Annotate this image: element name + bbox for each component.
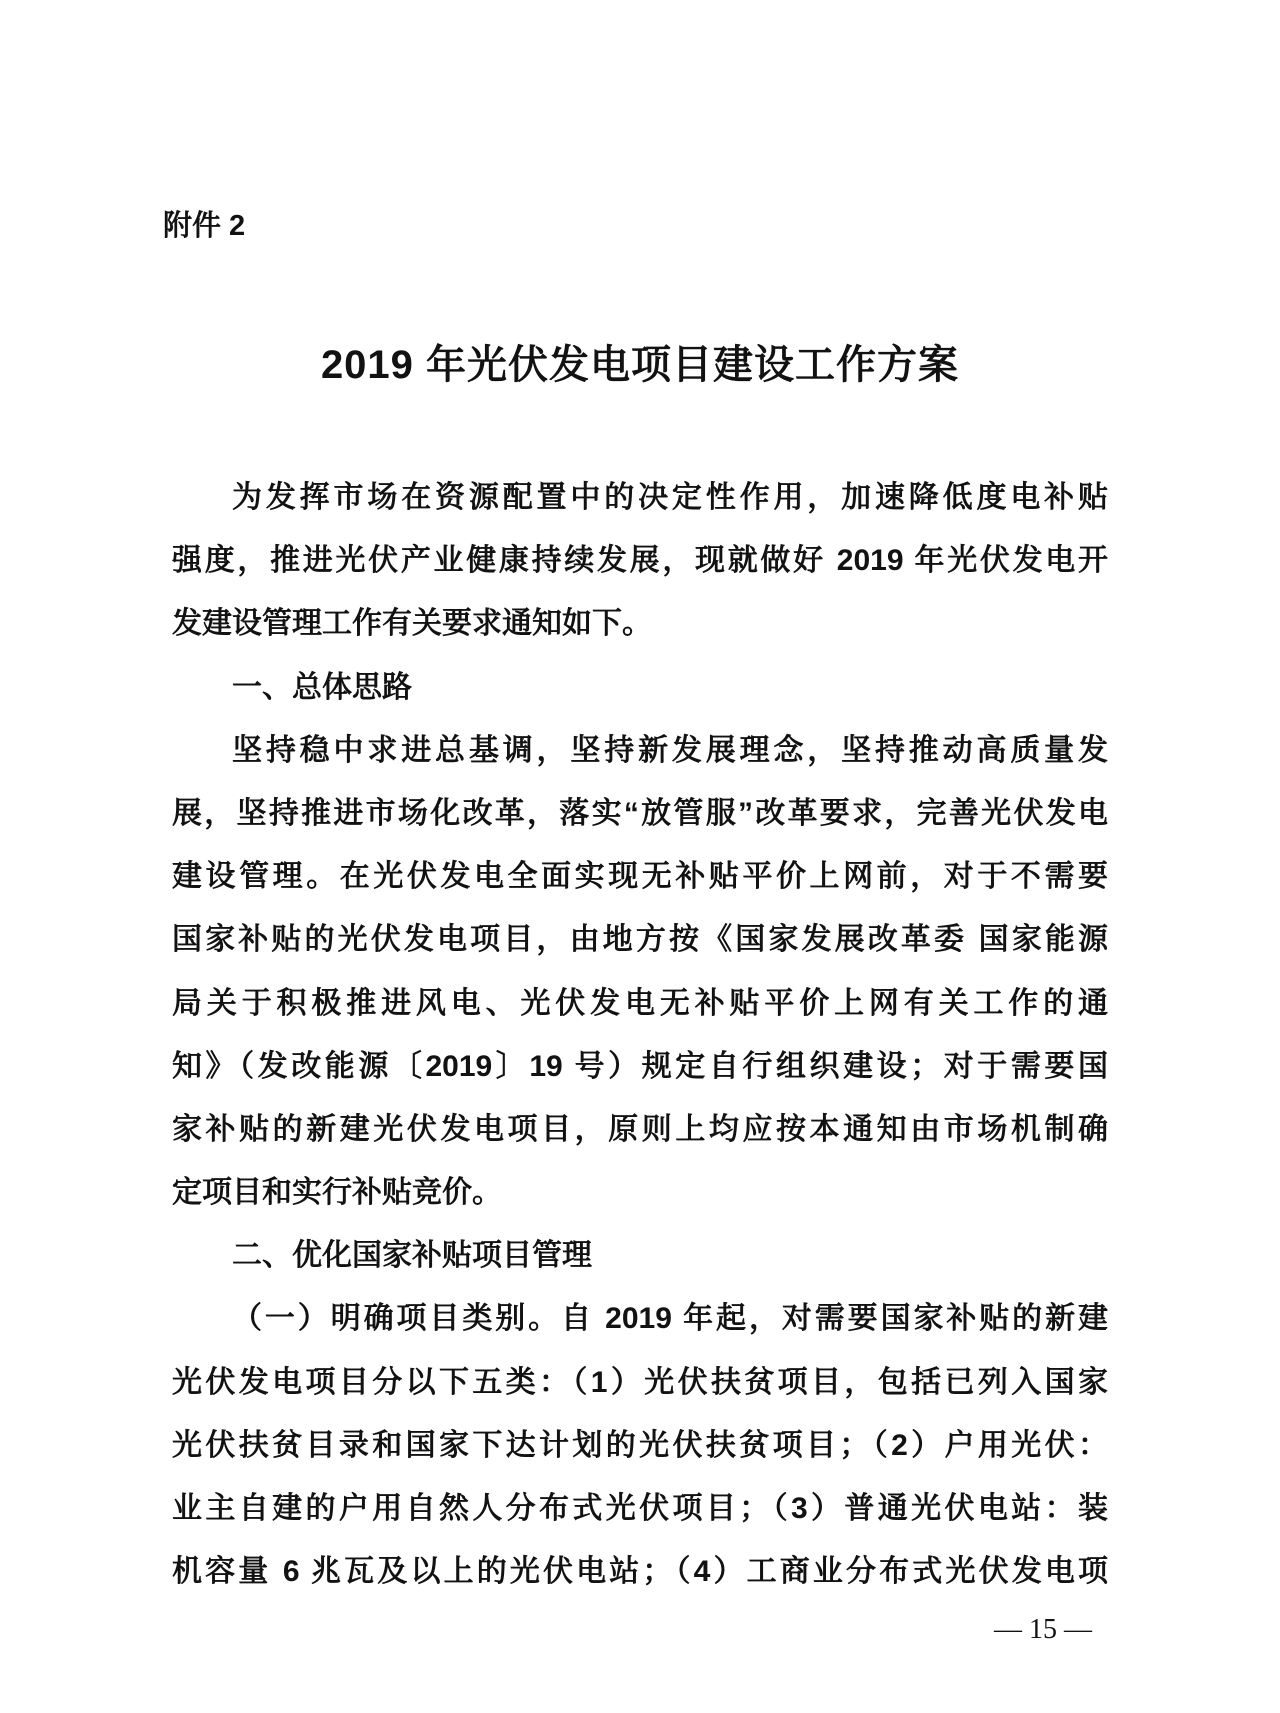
document-body (172, 466, 1108, 1603)
document-line: 光伏扶贫目录和国家下达计划的光伏扶贫项目；（2）户用光伏： (172, 1428, 1108, 1462)
section-heading: 一、总体思路 (232, 670, 412, 704)
attachment-label: 附件 2 (163, 210, 246, 242)
document-line: 光伏发电项目分以下五类：（1）光伏扶贫项目，包括已列入国家 (172, 1365, 1108, 1399)
document-line: 强度，推进光伏产业健康持续发展，现就做好 2019 年光伏发电开 (172, 544, 1108, 578)
document-line: 坚持稳中求进总基调，坚持新发展理念，坚持推动高质量发 (232, 733, 1108, 767)
document-line: 国家补贴的光伏发电项目，由地方按《国家发展改革委 国家能源 (172, 923, 1108, 957)
document-line: 建设管理。在光伏发电全面实现无补贴平价上网前，对于不需要 (172, 860, 1108, 894)
document-line (172, 1287, 1108, 1350)
document-line: 业主自建的户用自然人分布式光伏项目；（3）普通光伏电站：装 (172, 1492, 1108, 1525)
page-number: — 15 — (994, 1614, 1092, 1645)
document-line: 局关于积极推进风电、光伏发电无补贴平价上网有关工作的通 (172, 986, 1108, 1020)
document-line: 为发挥市场在资源配置中的决定性作用，加速降低度电补贴 (232, 481, 1108, 514)
document-title: 2019 年光伏发电项目建设工作方案 (320, 343, 960, 387)
document-line: 展，坚持推进市场化改革，落实“放管服”改革要求，完善光伏发电 (172, 796, 1108, 830)
item-heading: （一）明确项目类别。 (232, 1302, 562, 1336)
document-line: 知》（发改能源〔2019〕19 号）规定自行组织建设；对于需要国 (172, 1049, 1108, 1083)
document-line: 定项目和实行补贴竞价。 (172, 1176, 502, 1210)
section-heading: 二、优化国家补贴项目管理 (232, 1239, 592, 1273)
document-line: 发建设管理工作有关要求通知如下。 (172, 607, 652, 641)
document-line-text: 自 2019 年起，对需要国家补贴的新建 (561, 1302, 1108, 1336)
document-line: 机容量 6 兆瓦及以上的光伏电站；（4）工商业分布式光伏发电项 (172, 1555, 1108, 1589)
document-line: 家补贴的新建光伏发电项目，原则上均应按本通知由市场机制确 (172, 1112, 1108, 1146)
